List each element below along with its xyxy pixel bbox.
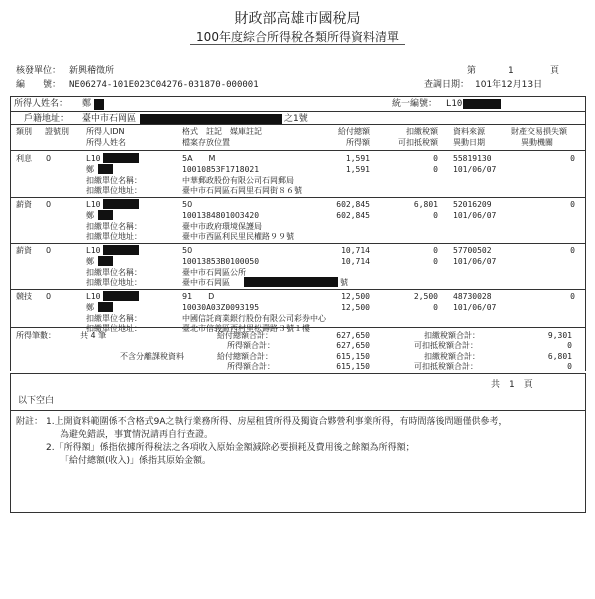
row-payer-addr: 臺北市信義區西村里松壽路３號１樓	[182, 324, 310, 333]
subtitle-underline	[190, 44, 405, 45]
row-divider	[10, 197, 586, 198]
taxpayer-name-label: 所得人姓名：	[14, 99, 69, 109]
gross-total2-label: 給付總額合計：	[217, 352, 273, 361]
income-total2-label: 所得額合計：	[227, 362, 275, 371]
row-category: 薪資	[16, 246, 32, 255]
note-1a: 1.上開資料範圍係不含格式9A之執行業務所得、房屋租賃所得及獨資合夥營利事業所得，有時間落後問題僅供參考，	[46, 417, 508, 427]
header-income: 所得額	[346, 138, 370, 147]
redaction-block	[103, 245, 139, 255]
header-category: 類別	[16, 127, 32, 136]
table-left-border	[10, 96, 11, 371]
row-withheld: 0	[433, 246, 438, 255]
income-total2: 615,150	[336, 362, 370, 371]
row-divider	[10, 111, 586, 112]
serial-label: 編 號：	[16, 80, 62, 90]
row-loss: 0	[570, 200, 575, 209]
row-payer-label: 扣繳單位名稱：	[86, 268, 142, 277]
row-payer-addr: 臺中市西區利民里民權路９９號	[182, 232, 294, 241]
row-source: 55819130	[453, 154, 492, 163]
taxpayer-id-label: 統一編號：	[392, 99, 438, 109]
query-date-value: 101年12月13日	[475, 80, 543, 90]
row-idn: L10	[86, 200, 101, 209]
header-gross: 給付總額	[338, 127, 370, 136]
serial-value: NE06274-101E023C04276-031870-000001	[69, 80, 259, 90]
row-location: 10013853B0100050	[182, 257, 260, 266]
redaction-block	[98, 302, 113, 312]
redaction-block	[98, 164, 113, 174]
row-addr-label: 扣繳單位地址：	[86, 278, 142, 287]
row-payer-label: 扣繳單位名稱：	[86, 222, 142, 231]
row-income: 10,714	[341, 257, 370, 266]
document-title: 財政部高雄市國稅局	[234, 11, 361, 27]
row-date: 101/06/07	[453, 257, 497, 266]
header-type: 證號別	[45, 127, 69, 136]
credit-total: 0	[567, 341, 572, 350]
address-value: 臺中市石岡區	[82, 114, 137, 124]
header-loss: 財產交易損失額	[511, 127, 567, 136]
row-format: 50	[182, 246, 193, 255]
withheld-total: 9,301	[547, 331, 572, 340]
row-addr-label: 扣繳單位地址：	[86, 232, 142, 241]
row-format: 5A M	[182, 154, 216, 163]
redaction-block	[103, 199, 139, 209]
table-right-border	[585, 96, 586, 371]
header-format: 格式 註記 媒庫註記	[182, 127, 262, 136]
row-divider	[10, 289, 586, 290]
header-divider	[10, 150, 586, 151]
row-location: 10013848010O3420	[182, 211, 260, 220]
row-divider	[10, 243, 586, 244]
taxpayer-id: L10	[446, 99, 463, 109]
issuer-label: 核發單位：	[16, 66, 62, 76]
row-date: 101/06/07	[453, 303, 497, 312]
row-divider	[10, 327, 586, 328]
credit-total2-label: 可扣抵稅額合計：	[414, 362, 478, 371]
notes-label: 附註：	[16, 417, 44, 427]
row-payer-label: 扣繳單位名稱：	[86, 176, 142, 185]
row-payer-addr: 臺中市石岡區石岡里石岡街８６號	[182, 186, 302, 195]
row-source: 52016209	[453, 200, 492, 209]
count-label: 所得筆數：	[16, 331, 56, 340]
count-value: 共 4 筆	[80, 331, 107, 340]
row-creditable: 0	[433, 211, 438, 220]
withheld-total-label: 扣繳稅額合計：	[424, 331, 480, 340]
header-agency: 異動機關	[521, 138, 553, 147]
row-loss: 0	[570, 292, 575, 301]
row-idn: L10	[86, 246, 101, 255]
address-label: 戶籍地址：	[24, 114, 70, 124]
row-creditable: 0	[433, 165, 438, 174]
row-category: 競技	[16, 292, 32, 301]
row-name: 鄭	[86, 211, 94, 220]
box-bottom-border	[10, 512, 586, 513]
row-gross: 1,591	[345, 154, 370, 163]
row-category: 利息	[16, 154, 32, 163]
row-date: 101/06/07	[453, 211, 497, 220]
row-name: 鄭	[86, 257, 94, 266]
row-type: 0	[46, 154, 52, 163]
row-location: 10010853F1718021	[182, 165, 260, 174]
header-withheld: 扣繳稅額	[406, 127, 438, 136]
redaction-block	[103, 153, 139, 163]
row-loss: 0	[570, 246, 575, 255]
row-income: 12,500	[341, 303, 370, 312]
issuer-value: 新興稽徵所	[69, 66, 115, 76]
redaction-block	[98, 256, 113, 266]
row-addr-label: 扣繳單位地址：	[86, 186, 142, 195]
row-source: 57700502	[453, 246, 492, 255]
row-payer-name: 中國信託商業銀行股份有限公司彩券中心	[182, 314, 326, 323]
address-suffix: 之1號	[284, 114, 308, 124]
row-name: 鄭	[86, 303, 94, 312]
row-gross: 10,714	[341, 246, 370, 255]
redaction-block	[103, 291, 139, 301]
header-name: 所得人姓名	[86, 138, 126, 147]
box-right-border	[585, 373, 586, 513]
redaction-block	[98, 210, 113, 220]
withheld-total2: 6,801	[547, 352, 572, 361]
row-gross: 12,500	[341, 292, 370, 301]
page-suffix: 頁	[550, 66, 560, 76]
row-loss: 0	[570, 154, 575, 163]
row-income: 1,591	[345, 165, 370, 174]
income-total: 627,650	[336, 341, 370, 350]
credit-total-label: 可扣抵稅額合計：	[414, 341, 478, 350]
header-location: 檔案存放位置	[182, 138, 230, 147]
row-payer-name: 臺中市政府環境保護局	[182, 222, 262, 231]
redaction-block	[94, 99, 104, 110]
row-source: 48730028	[453, 292, 492, 301]
row-payer-name: 臺中市石岡區公所	[182, 268, 246, 277]
row-payer-name: 中華郵政股份有限公司石岡郵局	[182, 176, 294, 185]
row-idn: L10	[86, 154, 101, 163]
row-idn: L10	[86, 292, 101, 301]
table-top-border	[10, 96, 586, 97]
redaction-block	[244, 277, 338, 287]
withheld-total2-label: 扣繳稅額合計：	[424, 352, 480, 361]
row-divider	[10, 124, 586, 125]
query-date-label: 查調日期：	[424, 80, 470, 90]
blank-note: 以下空白	[18, 396, 55, 406]
header-source: 資料來源	[453, 127, 485, 136]
row-type: 0	[46, 292, 52, 301]
header-creditable: 可扣抵稅額	[398, 138, 438, 147]
header-idn: 所得人IDN	[86, 127, 125, 136]
row-withheld: 2,500	[413, 292, 438, 301]
document-subtitle: 100年度綜合所得稅各類所得資料清單	[196, 30, 399, 44]
row-addr-label: 扣繳單位地址：	[86, 324, 142, 333]
row-payer-addr: 臺中市石岡區	[182, 278, 230, 287]
row-income: 602,845	[336, 211, 370, 220]
row-type: 0	[46, 200, 52, 209]
row-divider	[10, 373, 586, 374]
gross-total: 627,650	[336, 331, 370, 340]
row-withheld: 6,801	[413, 200, 438, 209]
row-type: 0	[46, 246, 52, 255]
row-category: 薪資	[16, 200, 32, 209]
note-2a: 2.「所得額」係指依據所得稅法之各項收入原始金額減除必要損耗及費用後之餘額為所得額；	[46, 443, 415, 453]
total-pages: 共 1 頁	[491, 380, 533, 390]
row-format: 50	[182, 200, 193, 209]
box-left-border	[10, 373, 11, 513]
row-location: 10030A03Z0093195	[182, 303, 260, 312]
row-payer-label: 扣繳單位名稱：	[86, 314, 142, 323]
redaction-block	[463, 99, 501, 109]
note-1b: 為避免錯誤，事實情況請再自行查證。	[60, 430, 214, 440]
taxpayer-name: 鄭	[82, 99, 92, 109]
row-payer-addr-suffix: 號	[340, 278, 348, 287]
row-withheld: 0	[433, 154, 438, 163]
row-date: 101/06/07	[453, 165, 497, 174]
row-creditable: 0	[433, 257, 438, 266]
row-name: 鄭	[86, 165, 94, 174]
row-divider	[10, 410, 586, 411]
income-total-label: 所得額合計：	[227, 341, 275, 350]
excluded-label: 不含分離課稅資料	[120, 352, 184, 361]
credit-total2: 0	[567, 362, 572, 371]
page-number: 1	[508, 66, 514, 76]
note-2b: 「給付總額(收入)」係指其原始金額。	[60, 456, 212, 466]
row-gross: 602,845	[336, 200, 370, 209]
row-format: 91 D	[182, 292, 215, 301]
header-date: 異動日期	[453, 138, 485, 147]
row-creditable: 0	[433, 303, 438, 312]
gross-total-label: 給付總額合計：	[217, 331, 273, 340]
page-prefix: 第	[467, 66, 477, 76]
gross-total2: 615,150	[336, 352, 370, 361]
